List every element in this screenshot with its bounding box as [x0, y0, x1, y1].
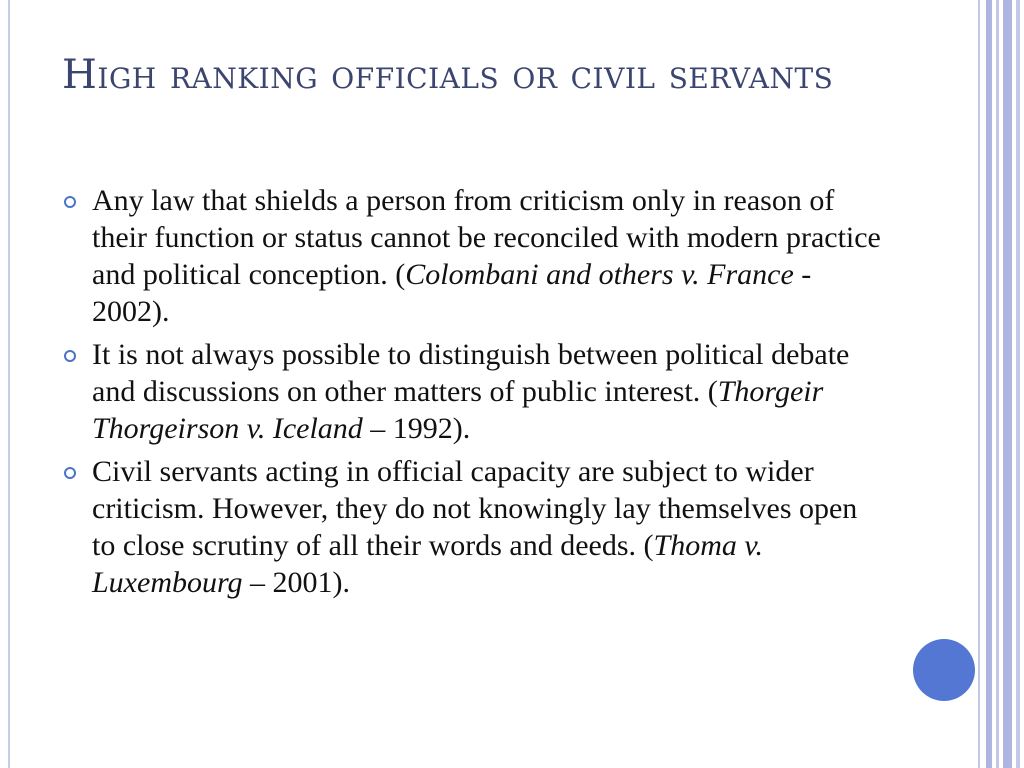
case-citation: Thoma v. Luxembourg	[92, 529, 763, 599]
slide-title: High ranking officials or civil servants	[62, 52, 834, 98]
bullet-item	[62, 453, 882, 601]
bullet-tail: – 1992).	[362, 412, 471, 445]
bullet-tail: – 2001).	[242, 566, 351, 599]
bullet-tail: 2002).	[92, 295, 170, 328]
bullet-circle-icon	[64, 467, 76, 479]
bullet-circle-icon	[64, 196, 76, 208]
bullet-text: It is not always possible to distinguish between political debate and discussions on other matters of public interest. (	[92, 338, 850, 408]
left-border	[8, 0, 10, 768]
case-citation: Thorgeir Thorgeirson v. Iceland	[92, 375, 824, 445]
bullet-item	[62, 182, 882, 330]
decorative-circle	[913, 639, 975, 701]
right-stripe	[978, 0, 980, 768]
bullet-circle-icon	[64, 350, 76, 362]
bullet-text: Any law that shields a person from criticism only in reason of their function or status cannot be reconciled with modern practice and political conception. (	[92, 184, 881, 291]
bullet-text: Civil servants acting in official capacity are subject to wider criticism. However, they do not knowingly lay themselves open to close scrutiny of all their words and deeds. (	[92, 455, 858, 562]
right-stripe	[986, 0, 992, 768]
case-citation: Colombani and others v. France -	[405, 258, 812, 291]
bullet-list	[62, 182, 882, 607]
right-stripe	[996, 0, 999, 768]
bullet-item	[62, 336, 882, 447]
right-stripe	[1016, 0, 1020, 768]
right-stripe	[1003, 0, 1012, 768]
